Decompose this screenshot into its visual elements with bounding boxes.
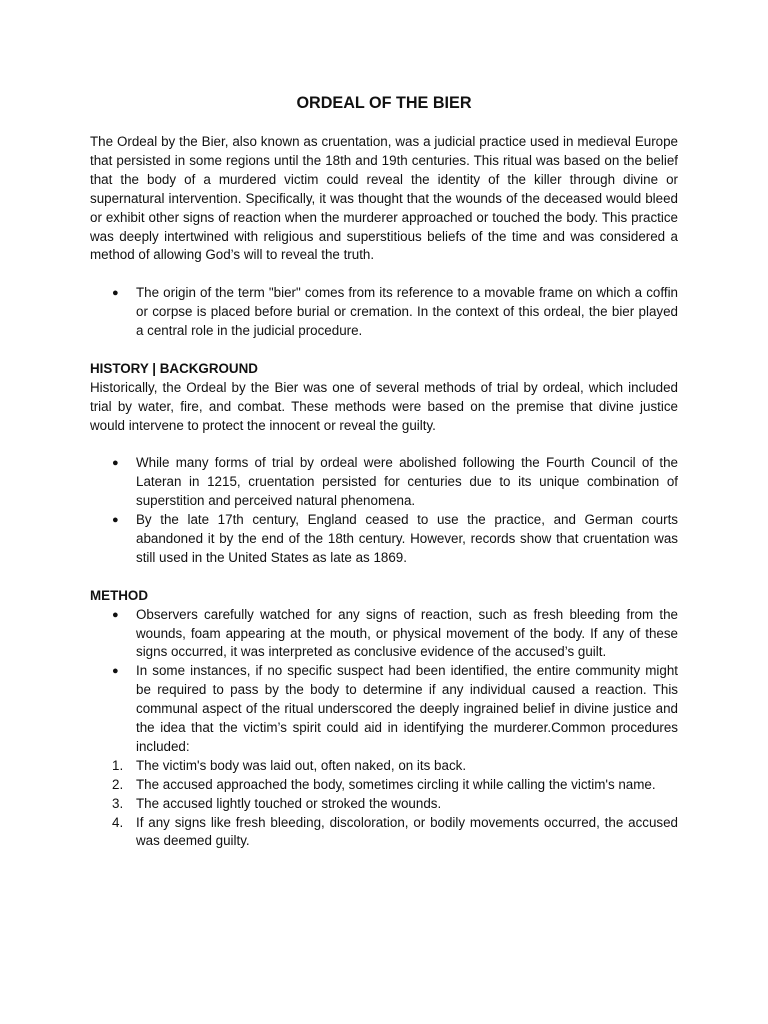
numbered-item [90,795,678,814]
history-heading: HISTORY | BACKGROUND [90,360,258,376]
bullet-icon: ● [112,287,119,300]
spacer [90,265,678,284]
step-number: 2. [112,776,124,792]
list-item-text: Observers carefully watched for any signs of reaction, such as fresh bleeding from the wounds, foam appearing at the mouth, or physical movement of the body. If any of these signs occurred, it was interpreted as conclusive evidence of the accused’s guilt. [136,606,678,660]
spacer [90,568,678,587]
bullet-icon: ● [112,608,119,621]
list-item-text: While many forms of trial by ordeal were abolished following the Fourth Council of the Lateran in 1215, cruentation persisted for centuries due to its unique combination of superstition and perceived natural phenomena. [136,455,678,509]
list-item-text: The origin of the term "bier" comes from its reference to a movable frame on which a coffin or corpse is placed before burial or cremation. In the context of this ordeal, the bier played a central role in the judicial procedure. [136,285,678,339]
list-item [90,454,678,511]
document-page [90,92,678,851]
method-heading: METHOD [90,587,149,603]
list-item [90,662,678,757]
method-steps-list [90,757,678,852]
numbered-item [90,776,678,795]
document-title: ORDEAL OF THE BIER [296,94,472,112]
intro-paragraph: The Ordeal by the Bier, also known as cruentation, was a judicial practice used in medieval Europe that persisted in some regions until the 18th and 19th centuries. This ritual was based on the belief that the body of a murdered victim could reveal the identity of the killer through divine or supernatural intervention. Specifically, it was thought that the wounds of the deceased would bleed or exhibit other signs of reaction when the murderer approached or touched the body. This practice was deeply intertwined with religious and superstitious beliefs of the time and was considered a method of allowing God’s will to reveal the truth. [90,134,678,263]
spacer [90,435,678,454]
intro-bullet-list [90,284,678,341]
spacer [90,341,678,360]
history-paragraph: Historically, the Ordeal by the Bier was one of several methods of trial by ordeal, which included trial by water, fire, and combat. These methods were based on the premise that divine justice would intervene to protect the innocent or reveal the guilty. [90,379,678,433]
list-item [90,511,678,568]
step-number: 3. [112,795,124,811]
step-text: The victim's body was laid out, often naked, on its back. [136,757,467,773]
list-item-text: By the late 17th century, England ceased to use the practice, and German courts abandoned it by the end of the 18th century. However, records show that cruentation was still used in the United States as late as 1869. [136,512,678,565]
list-item-text: In some instances, if no specific suspect had been identified, the entire community might be required to pass by the body to determine if any individual caused a reaction. This communal aspect of the ritual underscored the deeply ingrained belief in divine justice and the idea that the victim’s spirit could aid in identifying the murderer.Common procedures included: [136,663,678,754]
numbered-item [90,757,678,776]
list-item [90,606,678,663]
step-number: 4. [112,814,124,830]
bullet-icon: ● [112,514,119,527]
step-text: The accused approached the body, sometimes circling it while calling the victim's name. [136,776,656,792]
step-text: The accused lightly touched or stroked the wounds. [136,795,442,811]
numbered-item [90,814,678,852]
bullet-icon: ● [112,665,119,678]
list-item [90,284,678,341]
history-bullet-list [90,454,678,567]
step-number: 1. [112,757,124,773]
step-text: If any signs like fresh bleeding, discoloration, or bodily movements occurred, the accused was deemed guilty. [136,814,678,849]
bullet-icon: ● [112,457,119,470]
method-bullet-list [90,606,678,757]
